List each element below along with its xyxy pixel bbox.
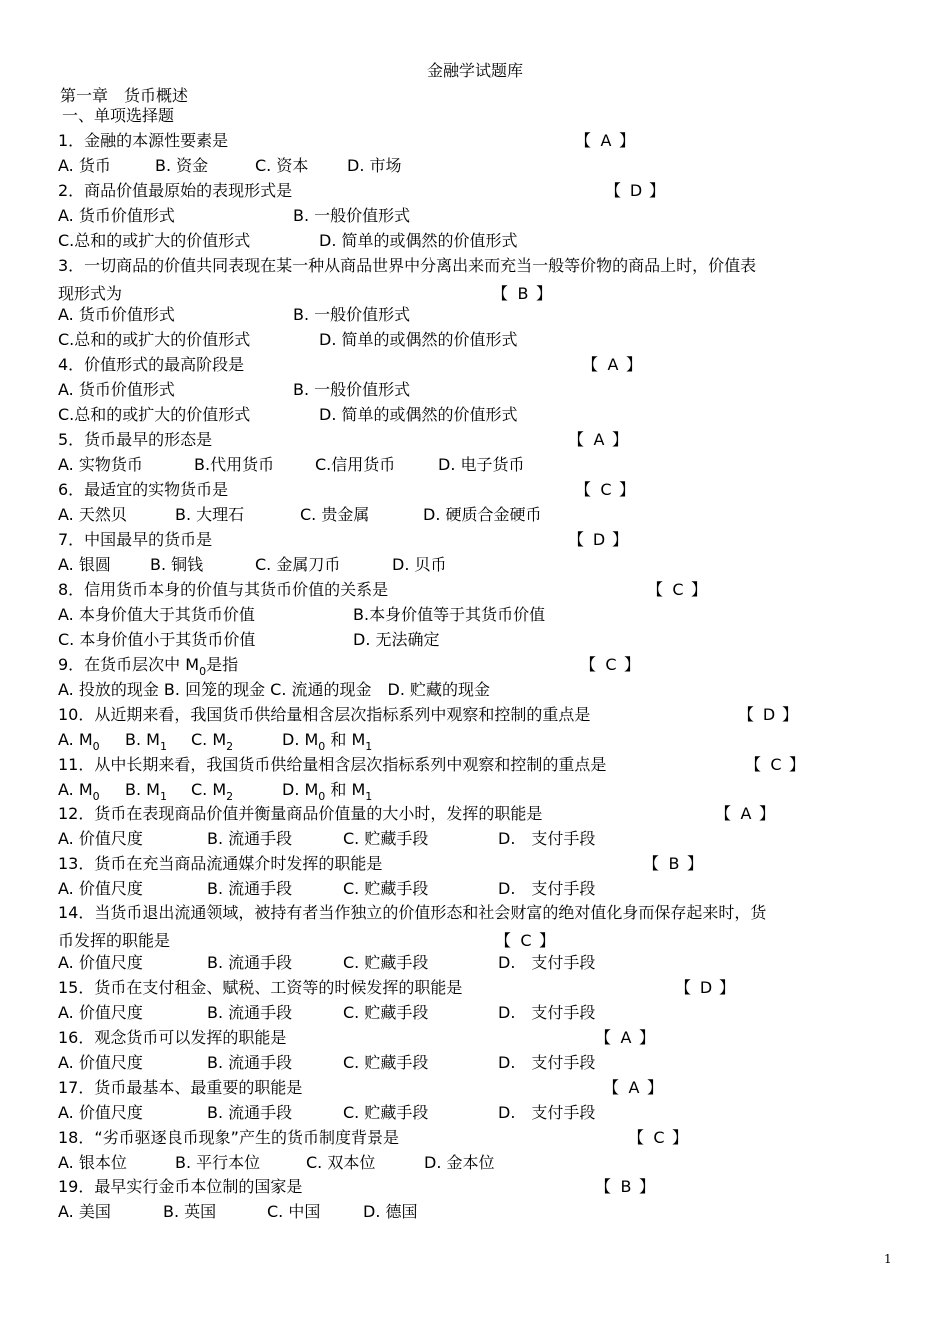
- option-b: B. 英国: [163, 1202, 217, 1221]
- question-9-stem: 9．在货币层次中 $M_0$是指: [58, 655, 239, 678]
- option-b: B. 一般价值形式: [293, 305, 411, 324]
- question-1-answer: 【 A 】: [575, 131, 636, 150]
- question-5-answer: 【 A 】: [568, 430, 629, 449]
- question-2-answer: 【 D 】: [605, 181, 666, 200]
- question-3-answer: 【 B 】: [492, 284, 553, 303]
- question-18-stem: 18．“劣币驱逐良币现象”产生的货币制度背景是: [58, 1128, 399, 1147]
- option-c: C. 贮藏手段: [343, 1053, 429, 1072]
- option-b: B. 流通手段: [207, 1003, 293, 1022]
- section-heading: 一、单项选择题: [62, 106, 175, 125]
- question-7-answer: 【 D 】: [568, 530, 629, 549]
- option-d: D. $M_0$ 和 $M_1$: [282, 730, 373, 753]
- option-c: C. 贮藏手段: [343, 829, 429, 848]
- option-a: A. $M_0$: [58, 780, 100, 803]
- question-5-stem: 5．货币最早的形态是: [58, 430, 213, 449]
- question-1-stem: 1．金融的本源性要素是: [58, 131, 229, 150]
- option-b: B. 平行本位: [175, 1153, 261, 1172]
- option-a: A. 实物货币: [58, 455, 143, 474]
- question-17-answer: 【 A 】: [603, 1078, 664, 1097]
- option-d: D. 支付手段: [498, 953, 596, 972]
- option-c: C. 中国: [267, 1202, 321, 1221]
- question-10-stem: 10．从近期来看，我国货币供给量相含层次指标系列中观察和控制的重点是: [58, 705, 591, 724]
- option-b: B. 流通手段: [207, 829, 293, 848]
- question-12-answer: 【 A 】: [715, 804, 776, 823]
- question-8-answer: 【 C 】: [647, 580, 708, 599]
- option-d: D. 支付手段: [498, 1003, 596, 1022]
- option-c: C. 金属刀币: [255, 555, 341, 574]
- option-d: D. 贝币: [392, 555, 447, 574]
- question-13-stem: 13．货币在充当商品流通媒介时发挥的职能是: [58, 854, 383, 873]
- option-b: B. 流通手段: [207, 953, 293, 972]
- option-a: A. 货币价值形式: [58, 380, 175, 399]
- option-b: B. 一般价值形式: [293, 206, 411, 225]
- option-c: C. $M_2$: [191, 730, 234, 753]
- question-13-answer: 【 B 】: [643, 854, 704, 873]
- option-a: A. 价值尺度: [58, 1053, 143, 1072]
- option-a: A. 货币: [58, 156, 111, 175]
- question-4-answer: 【 A 】: [582, 355, 643, 374]
- option-b: B. $M_1$: [125, 780, 167, 803]
- question-14-stem-line1: 14．当货币退出流通领域，被持有者当作独立的价值形态和社会财富的绝对值化身而保存起来时，货: [58, 903, 767, 922]
- option-b: B. 资金: [155, 156, 209, 175]
- option-a: A. 价值尺度: [58, 1003, 143, 1022]
- question-11-stem: 11．从中长期来看，我国货币供给量相含层次指标系列中观察和控制的重点是: [58, 755, 607, 774]
- option-c: C. 本身价值小于其货币价值: [58, 630, 256, 649]
- option-d: D. $M_0$ 和 $M_1$: [282, 780, 373, 803]
- question-18-answer: 【 C 】: [628, 1128, 689, 1147]
- option-d: D. 简单的或偶然的价值形式: [319, 405, 518, 424]
- option-a: A. $M_0$: [58, 730, 100, 753]
- option-c: C. $M_2$: [191, 780, 234, 803]
- option-a: A. 银圆: [58, 555, 111, 574]
- question-6-stem: 6．最适宜的实物货币是: [58, 480, 229, 499]
- option-a: A. 价值尺度: [58, 1103, 143, 1122]
- option-a: A. 货币价值形式: [58, 305, 175, 324]
- question-6-answer: 【 C 】: [575, 480, 636, 499]
- option-d: D. 简单的或偶然的价值形式: [319, 330, 518, 349]
- option-d: D. 简单的或偶然的价值形式: [319, 231, 518, 250]
- question-17-stem: 17．货币最基本、最重要的职能是: [58, 1078, 303, 1097]
- question-19-answer: 【 B 】: [595, 1177, 656, 1196]
- option-a: A. 本身价值大于其货币价值: [58, 605, 255, 624]
- option-c: C. 贮藏手段: [343, 1003, 429, 1022]
- question-11-answer: 【 C 】: [745, 755, 806, 774]
- question-14-answer: 【 C 】: [495, 931, 556, 950]
- question-3-stem-line1: 3．一切商品的价值共同表现在某一种从商品世界中分离出来而充当一般等价物的商品上时，价值表: [58, 256, 757, 275]
- page-number: 1: [884, 1252, 892, 1266]
- question-12-stem: 12．货币在表现商品价值并衡量商品价值量的大小时，发挥的职能是: [58, 804, 543, 823]
- option-c: C. 贮藏手段: [343, 879, 429, 898]
- document-title: 金融学试题库: [426, 61, 523, 80]
- question-15-answer: 【 D 】: [675, 978, 736, 997]
- option-d: D. 支付手段: [498, 1053, 596, 1072]
- option-c: C. 贮藏手段: [343, 1103, 429, 1122]
- question-2-stem: 2．商品价值最原始的表现形式是: [58, 181, 293, 200]
- option-d: D. 市场: [347, 156, 402, 175]
- option-a: A. 美国: [58, 1202, 111, 1221]
- question-16-stem: 16．观念货币可以发挥的职能是: [58, 1028, 287, 1047]
- option-c: C.信用货币: [315, 455, 396, 474]
- option-d: D. 金本位: [424, 1153, 495, 1172]
- question-19-stem: 19．最早实行金币本位制的国家是: [58, 1177, 303, 1196]
- option-b: B.本身价值等于其货币价值: [353, 605, 546, 624]
- question-7-stem: 7．中国最早的货币是: [58, 530, 213, 549]
- question-3-stem-line2: 现形式为: [58, 284, 123, 303]
- option-a: A. 价值尺度: [58, 953, 143, 972]
- question-15-stem: 15．货币在支付租金、赋税、工资等的时候发挥的职能是: [58, 978, 463, 997]
- option-c: C. 贮藏手段: [343, 953, 429, 972]
- option-a: A. 价值尺度: [58, 879, 143, 898]
- option-d: D. 支付手段: [498, 829, 596, 848]
- option-a: A. 天然贝: [58, 505, 127, 524]
- question-9-options: A. 投放的现金 B. 回笼的现金 C. 流通的现金 D. 贮藏的现金: [58, 680, 490, 699]
- option-b: B. 流通手段: [207, 1053, 293, 1072]
- option-a: A. 货币价值形式: [58, 206, 175, 225]
- option-b: B. 铜钱: [150, 555, 204, 574]
- question-8-stem: 8．信用货币本身的价值与其货币价值的关系是: [58, 580, 389, 599]
- option-c: C. 贵金属: [300, 505, 370, 524]
- question-16-answer: 【 A 】: [595, 1028, 656, 1047]
- option-b: B. 一般价值形式: [293, 380, 411, 399]
- option-c: C. 资本: [255, 156, 309, 175]
- option-a: A. 银本位: [58, 1153, 127, 1172]
- option-c: C. 双本位: [306, 1153, 376, 1172]
- question-14-stem-line2: 币发挥的职能是: [58, 931, 171, 950]
- option-c: C.总和的或扩大的价值形式: [58, 405, 251, 424]
- option-d: D. 德国: [363, 1202, 418, 1221]
- option-d: D. 支付手段: [498, 1103, 596, 1122]
- option-c: C.总和的或扩大的价值形式: [58, 231, 251, 250]
- question-9-answer: 【 C 】: [580, 655, 641, 674]
- option-d: D. 电子货币: [438, 455, 525, 474]
- option-a: A. 价值尺度: [58, 829, 143, 848]
- chapter-heading: 第一章 货币概述: [60, 86, 189, 105]
- option-b: B. 流通手段: [207, 879, 293, 898]
- option-b: B.代用货币: [194, 455, 275, 474]
- option-b: B. 流通手段: [207, 1103, 293, 1122]
- option-b: B. $M_1$: [125, 730, 167, 753]
- option-d: D. 支付手段: [498, 879, 596, 898]
- question-10-answer: 【 D 】: [738, 705, 799, 724]
- option-b: B. 大理石: [175, 505, 245, 524]
- question-4-stem: 4．价值形式的最高阶段是: [58, 355, 245, 374]
- option-d: D. 硬质合金硬币: [423, 505, 542, 524]
- option-c: C.总和的或扩大的价值形式: [58, 330, 251, 349]
- option-d: D. 无法确定: [353, 630, 440, 649]
